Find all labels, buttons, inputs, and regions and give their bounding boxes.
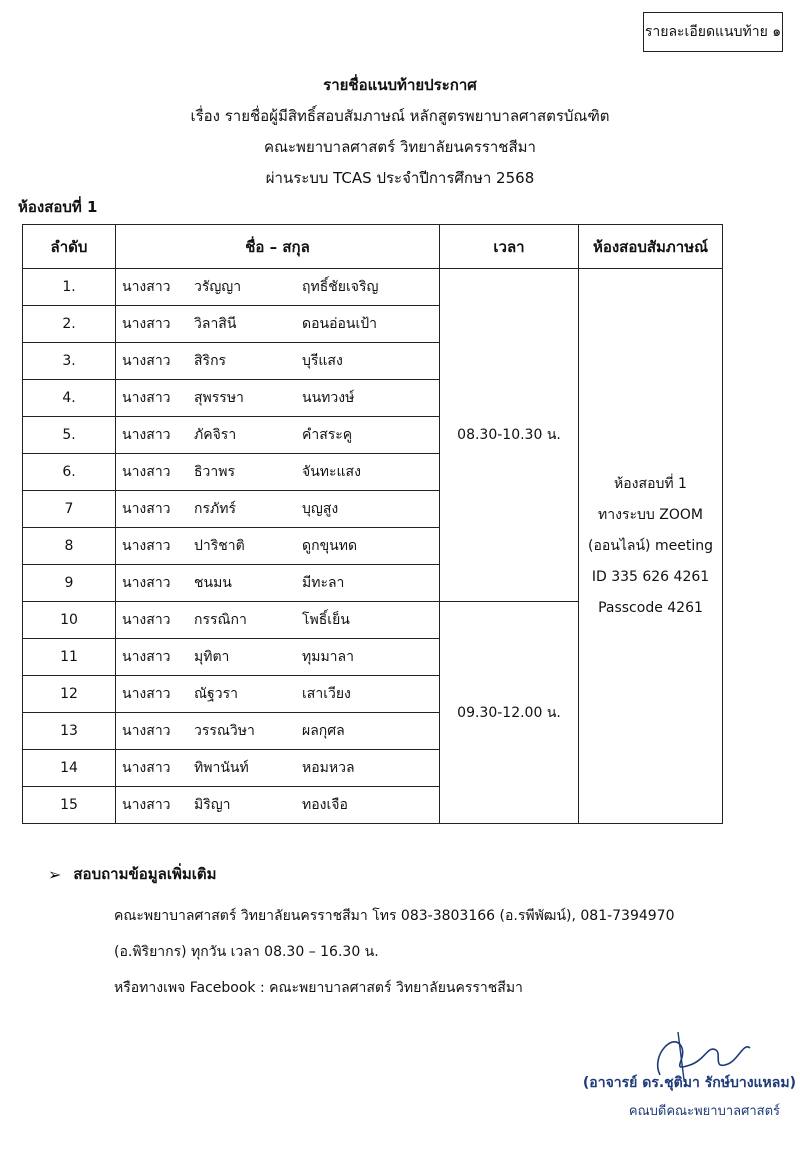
info-line-contact: คณะพยาบาลศาสตร์ วิทยาลัยนครราชสีมา โทร 083-3803166 (อ.รพีพัฒน์), 081-7394970 xyxy=(114,908,675,924)
row-number: 7 xyxy=(23,491,116,528)
first-name: ทิพานันท์ xyxy=(194,760,249,776)
room-info-line: (ออนไลน์) meeting xyxy=(588,537,713,554)
row-number: 11 xyxy=(23,639,116,676)
header-name: ชื่อ – สกุล xyxy=(116,225,440,269)
header-time: เวลา xyxy=(440,225,579,269)
name-prefix: นางสาว xyxy=(122,464,171,480)
time-slot: 09.30-12.00 น. xyxy=(440,602,579,824)
row-name xyxy=(116,454,440,491)
row-number: 10 xyxy=(23,602,116,639)
first-name: ภัคจิรา xyxy=(194,427,237,443)
first-name: มุทิตา xyxy=(194,649,230,665)
room-info xyxy=(579,269,723,824)
row-name xyxy=(116,565,440,602)
last-name: ทุมมาลา xyxy=(302,649,354,665)
name-prefix: นางสาว xyxy=(122,760,171,776)
room-info-line: ห้องสอบที่ 1 xyxy=(614,475,687,492)
last-name: ดอนอ่อนเป้า xyxy=(302,316,377,332)
name-prefix: นางสาว xyxy=(122,612,171,628)
row-number: 2. xyxy=(23,306,116,343)
row-name xyxy=(116,639,440,676)
roster-body xyxy=(23,269,723,824)
info-line-hours: (อ.พิริยากร) ทุกวัน เวลา 08.30 – 16.30 น. xyxy=(114,944,379,960)
row-number: 3. xyxy=(23,343,116,380)
last-name: หอมหวล xyxy=(302,760,355,776)
name-prefix: นางสาว xyxy=(122,649,171,665)
row-number: 15 xyxy=(23,787,116,824)
first-name: ณัฐวรา xyxy=(194,686,238,702)
row-name xyxy=(116,491,440,528)
name-prefix: นางสาว xyxy=(122,575,171,591)
name-prefix: นางสาว xyxy=(122,316,171,332)
last-name: คำสระคู xyxy=(302,427,353,443)
name-prefix: นางสาว xyxy=(122,723,171,739)
last-name: ฤทธิ์ชัยเจริญ xyxy=(302,279,379,295)
last-name: มีทะลา xyxy=(302,575,345,591)
first-name: วิลาสินี xyxy=(194,316,237,332)
last-name: บุรีแสง xyxy=(302,353,343,369)
row-name xyxy=(116,343,440,380)
info-heading xyxy=(48,862,788,886)
name-prefix: นางสาว xyxy=(122,686,171,702)
signature-name: (อาจารย์ ดร.ชุติมา รักษ์บางแหลม) xyxy=(582,1075,796,1091)
row-number: 6. xyxy=(23,454,116,491)
header-room: ห้องสอบสัมภาษณ์ xyxy=(579,225,723,269)
row-name xyxy=(116,750,440,787)
first-name: กรภัทร์ xyxy=(194,501,236,517)
row-name xyxy=(116,602,440,639)
signature-block xyxy=(560,1020,800,1130)
roster-table xyxy=(22,224,723,824)
table-row xyxy=(23,269,723,306)
document-title: รายชื่อแนบท้ายประกาศ xyxy=(323,76,477,94)
last-name: ผลกุศล xyxy=(302,723,345,739)
signature-title: คณบดีคณะพยาบาลศาสตร์ xyxy=(628,1104,780,1119)
row-name xyxy=(116,380,440,417)
first-name: ธิวาพร xyxy=(194,464,236,480)
room-info-line: ทางระบบ ZOOM xyxy=(598,506,703,523)
last-name: ดูกขุนทด xyxy=(302,538,358,554)
row-number: 8 xyxy=(23,528,116,565)
arrow-bullet-icon: ➢ xyxy=(48,864,62,884)
info-heading-text: สอบถามข้อมูลเพิ่มเติม xyxy=(73,865,217,883)
last-name: ทองเจือ xyxy=(302,797,348,813)
first-name: วรรณวิษา xyxy=(194,723,255,739)
name-prefix: นางสาว xyxy=(122,501,171,517)
header-no: ลำดับ xyxy=(23,225,116,269)
name-prefix: นางสาว xyxy=(122,279,171,295)
row-number: 12 xyxy=(23,676,116,713)
first-name: วรัญญา xyxy=(194,279,242,295)
first-name: สิริกร xyxy=(194,353,227,369)
first-name: กรรณิกา xyxy=(194,612,247,628)
row-number: 5. xyxy=(23,417,116,454)
attachment-label: รายละเอียดแนบท้าย ๑ xyxy=(643,12,783,52)
first-name: สุพรรษา xyxy=(194,390,244,406)
name-prefix: นางสาว xyxy=(122,538,171,554)
last-name: เสาเวียง xyxy=(302,686,351,702)
row-number: 14 xyxy=(23,750,116,787)
last-name: บุญสูง xyxy=(302,501,339,517)
row-name xyxy=(116,713,440,750)
info-line-facebook: หรือทางเพจ Facebook : คณะพยาบาลศาสตร์ วิทยาลัยนครราชสีมา xyxy=(114,980,523,996)
document-faculty: คณะพยาบาลศาสตร์ วิทยาลัยนครราชสีมา xyxy=(264,138,536,156)
room-heading: ห้องสอบที่ 1 xyxy=(18,198,98,216)
last-name: จันทะแสง xyxy=(302,464,361,480)
room-info-line: ID 335 626 4261 xyxy=(591,568,710,585)
row-name xyxy=(116,528,440,565)
time-slot: 08.30-10.30 น. xyxy=(440,269,579,602)
row-number: 4. xyxy=(23,380,116,417)
room-info-line: Passcode 4261 xyxy=(598,599,703,616)
name-prefix: นางสาว xyxy=(122,427,171,443)
row-name xyxy=(116,417,440,454)
row-number: 1. xyxy=(23,269,116,306)
row-number: 13 xyxy=(23,713,116,750)
last-name: นนทวงษ์ xyxy=(302,390,355,406)
document-header xyxy=(0,70,800,194)
document-subject: เรื่อง รายชื่อผู้มีสิทธิ์สอบสัมภาษณ์ หลักสูตรพยาบาลศาสตรบัณฑิต xyxy=(190,107,610,125)
row-name xyxy=(116,676,440,713)
first-name: มิริญา xyxy=(194,797,231,813)
last-name: โพธิ์เย็น xyxy=(302,612,350,628)
table-header-row xyxy=(23,225,723,269)
name-prefix: นางสาว xyxy=(122,390,171,406)
row-name xyxy=(116,269,440,306)
row-name xyxy=(116,306,440,343)
info-section xyxy=(48,862,788,1006)
name-prefix: นางสาว xyxy=(122,353,171,369)
name-prefix: นางสาว xyxy=(122,797,171,813)
first-name: ปาริชาติ xyxy=(194,538,245,554)
row-number: 9 xyxy=(23,565,116,602)
first-name: ชนมน xyxy=(194,575,232,591)
row-name xyxy=(116,787,440,824)
document-system: ผ่านระบบ TCAS ประจำปีการศึกษา 2568 xyxy=(265,169,535,187)
